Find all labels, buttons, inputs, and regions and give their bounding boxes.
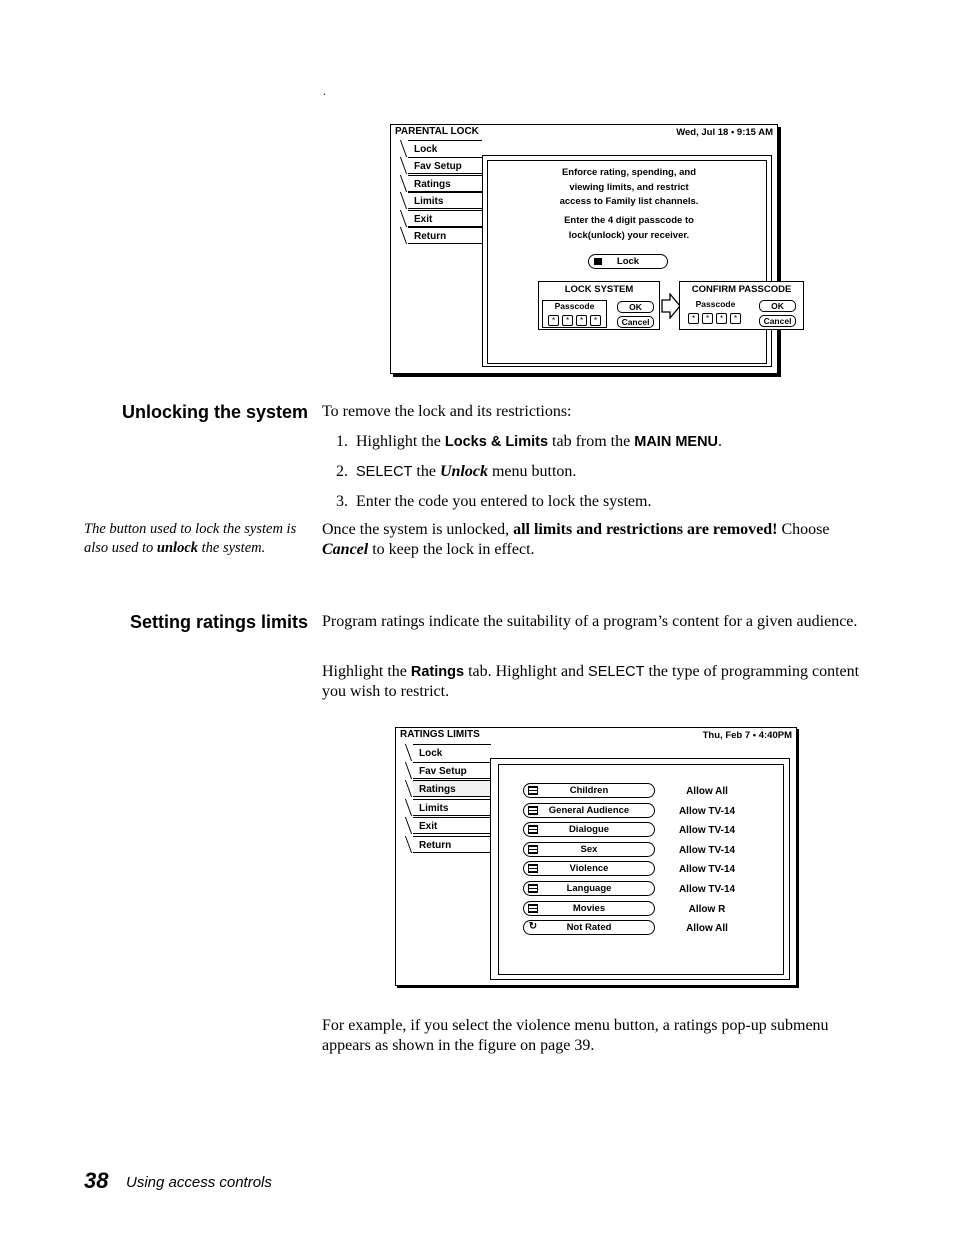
step-text: tab from the [548,433,635,450]
rating-button-movies[interactable] [523,901,655,916]
ratings-instruction [322,662,862,702]
section-heading-ratings: Setting ratings limits [129,612,308,632]
parental-lock-screen [390,124,792,374]
lock-button[interactable] [588,254,668,269]
passcode-digit: * [548,315,559,326]
tab-limits[interactable]: Limits [413,799,491,816]
tab-ratings[interactable]: Ratings [413,780,491,797]
tab-lock[interactable]: Lock [408,140,482,157]
unlock-step-2 [336,462,576,482]
warning-text: all limits and restrictions are removed! [513,521,778,538]
passcode-digit: * [730,313,741,324]
tab-fav-setup[interactable]: Fav Setup [408,157,482,174]
passcode-digit: * [688,313,699,324]
step-tab-name: Locks & Limits [444,434,549,450]
rating-button-label: General Audience [548,805,630,816]
tab-return[interactable]: Return [408,227,482,244]
step-text: Highlight the [356,433,445,450]
unlock-step-1 [336,432,722,452]
tab-return[interactable]: Return [413,836,491,853]
step-text: Enter the code you entered to lock the system. [356,493,652,510]
body-text: tab. Highlight and [464,663,589,680]
step-select-keyword: SELECT [356,464,413,480]
ok-button[interactable]: OK [617,301,654,313]
screen-datetime: Thu, Feb 7 • 4:40PM [702,730,792,741]
closing-paragraph: For example, if you select the violence menu button, a ratings pop-up submenu appears as shown in the figure on page 39. [322,1017,829,1054]
note-emphasis: unlock [156,540,198,556]
list-icon [528,884,538,893]
note-text: the system. [198,540,266,556]
step-number: 3. [336,493,348,510]
rating-value: Allow TV-14 [678,825,736,836]
step-text: . [718,433,723,450]
confirm-passcode-box [679,281,804,330]
list-icon [528,806,538,815]
rating-button-label: Children [569,785,609,796]
tab-exit[interactable]: Exit [408,210,482,227]
rating-button-dialogue[interactable] [523,822,655,837]
tab-limits[interactable]: Limits [408,192,482,209]
rating-button-sex[interactable] [523,842,655,857]
rating-value: Allow R [688,904,726,915]
ok-button[interactable]: OK [759,300,796,312]
screen-title: RATINGS LIMITS [400,729,480,740]
confirm-passcode-title: CONFIRM PASSCODE [691,284,792,295]
rating-button-language[interactable] [523,881,655,896]
tab-ratings[interactable]: Ratings [408,175,482,192]
lock-system-box [538,281,660,330]
rating-button-label: Violence [569,863,609,874]
step-number: 2. [336,463,348,480]
passcode-label: Passcode [554,301,595,311]
step-text: menu button. [487,463,577,480]
cancel-button[interactable]: Cancel [759,315,796,327]
lock-system-title: LOCK SYSTEM [564,284,634,295]
rating-button-general-audience[interactable] [523,803,655,818]
rating-value: Allow TV-14 [678,884,736,895]
rating-button-label: Dialogue [568,824,610,835]
select-keyword: SELECT [588,664,645,680]
body-text: Once the system is unlocked, [322,521,514,538]
rating-button-not-rated[interactable] [523,920,655,935]
arrow-right-icon [661,293,681,319]
passcode-digit: * [576,315,587,326]
screen-title: PARENTAL LOCK [395,126,479,137]
passcode-field[interactable] [542,300,607,328]
step-menu-name: MAIN MENU [634,434,719,450]
rating-value: Allow All [686,923,728,934]
unlock-result [322,520,862,560]
body-text: to keep the lock in effect. [368,541,535,558]
list-icon [528,864,538,873]
passcode-instruction: Enter the 4 digit passcode to lock(unlock) your receiver. [564,215,694,241]
passcode-digit: * [716,313,727,324]
tab-exit[interactable]: Exit [413,817,491,834]
rating-button-label: Not Rated [566,922,612,933]
rating-value: Allow All [686,786,728,797]
body-text: Choose [777,521,830,538]
note-text: The button used to lock the system is also used to [84,521,297,556]
screen-datetime: Wed, Jul 18 • 9:15 AM [676,127,773,138]
rating-button-violence[interactable] [523,861,655,876]
unlock-intro: To remove the lock and its restrictions: [322,403,572,420]
tab-lock[interactable]: Lock [413,744,491,761]
lock-icon [594,258,602,265]
passcode-digit: * [702,313,713,324]
footer-section-label: Using access controls [126,1174,272,1191]
body-text: the type of programming content you wish to restrict. [322,663,860,700]
unlock-step-3 [336,492,651,512]
rating-button-label: Sex [580,844,598,855]
passcode-digit: * [590,315,601,326]
confirm-passcode-field[interactable] [683,300,748,328]
tab-name: Ratings [410,664,465,680]
step-button-name: Unlock [439,463,488,480]
cancel-button[interactable]: Cancel [617,316,654,328]
stray-dot: . [323,84,326,98]
list-icon [528,904,538,913]
rating-button-children[interactable] [523,783,655,798]
passcode-digit: * [562,315,573,326]
rating-button-label: Language [566,883,612,894]
page-number: 38 [84,1168,109,1193]
lock-description: Enforce rating, spending, and viewing limits, and restrict access to Family list channels. [559,167,699,207]
step-text: the [412,463,440,480]
list-icon [528,845,538,854]
lock-button-label: Lock [616,256,640,267]
rating-value: Allow TV-14 [678,864,736,875]
side-note [84,520,306,558]
step-number: 1. [336,433,348,450]
section-heading-unlocking: Unlocking the system [121,402,308,422]
list-icon [528,786,538,795]
refresh-icon: ↻ [528,921,538,932]
rating-value: Allow TV-14 [678,845,736,856]
rating-button-label: Movies [572,903,606,914]
ratings-limits-screen [395,727,797,986]
ratings-intro: Program ratings indicate the suitability of a program’s content for a given audience. [322,613,858,630]
passcode-label: Passcode [695,299,736,309]
tab-fav-setup[interactable]: Fav Setup [413,762,491,779]
body-text: Highlight the [322,663,411,680]
list-icon [528,825,538,834]
cancel-emphasis: Cancel [322,541,369,558]
rating-value: Allow TV-14 [678,806,736,817]
